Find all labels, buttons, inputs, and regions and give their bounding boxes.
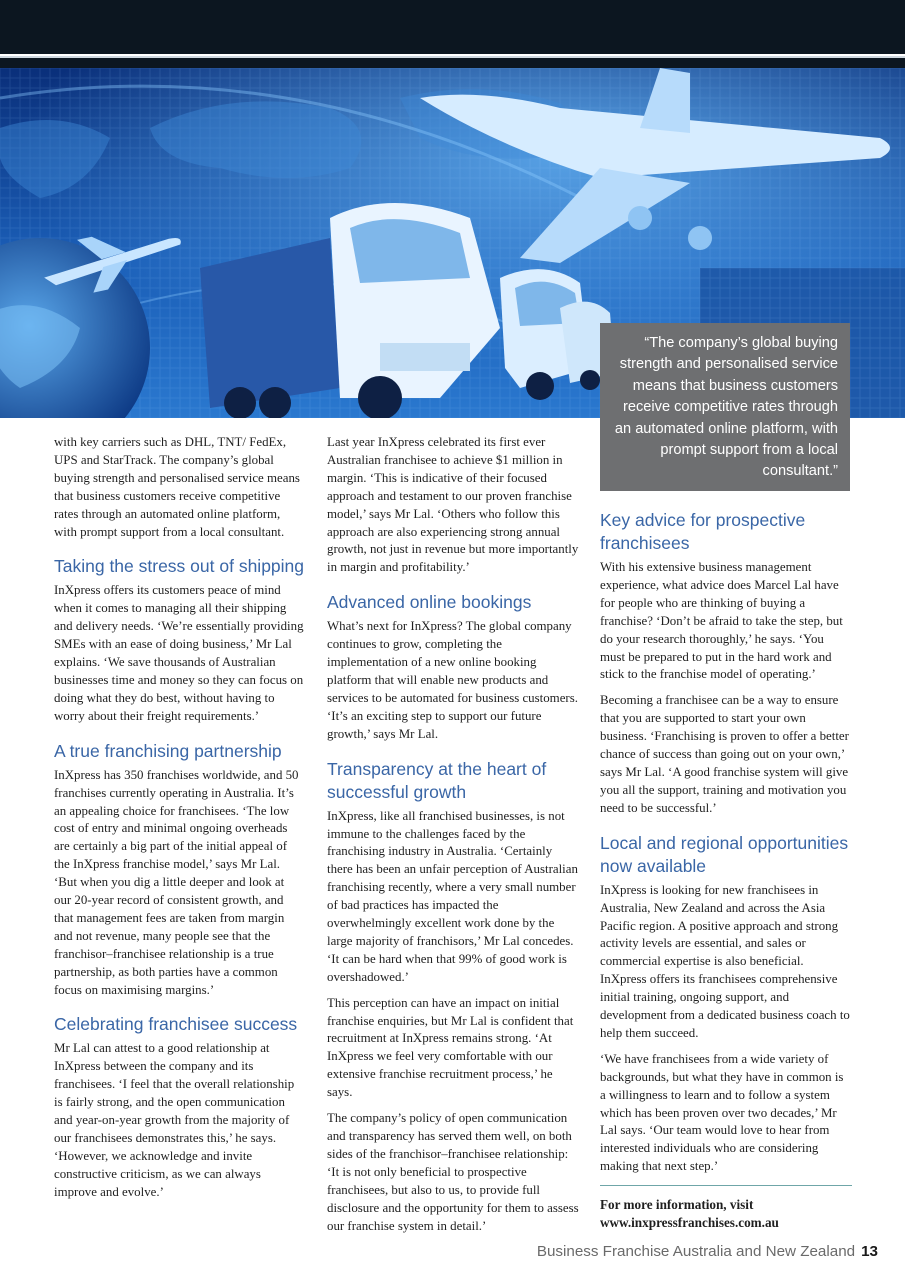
column-2: [327, 434, 579, 1243]
paragraph: ‘We have franchisees from a wide variety of backgrounds, but what they have in common is a willingness to learn and to follow a system which has been proven over two decades,’ Mr Lal says. ‘Our team would love to hear from interested individuals who are considering making that next step.’: [600, 1051, 844, 1174]
paragraph: InXpress offers its customers peace of mind when it comes to managing all their shipping and delivery needs. ‘We’re essentially providing SMEs with an ease of doing business,’ Mr Lal explains. ‘We save thousands of Australian businesses time and money so they can focus on doing what they do best, without having to worry about their freight requirements.’: [54, 583, 304, 723]
paragraph: Becoming a franchisee can be a way to ensure that you are supported to start your own business. ‘Franchising is proven to offer a better chance of success than going out on your own,’ says Mr Lal. ‘A good franchise system will give you all the support, training and motivation you need to be successful.’: [600, 693, 849, 815]
paragraph: Last year InXpress celebrated its first ever Australian franchisee to achieve $1 million in margin. ‘This is indicative of their focused approach and testament to our proven franchise model,’ says Mr Lal. ‘Others who follow this approach are also experiencing strong annual growth, not just in revenue but more importantly in margin and profitability.’: [327, 435, 579, 575]
publication-name: Business Franchise Australia and New Zealand: [536, 1243, 856, 1260]
column-1: [54, 434, 304, 1210]
pull-quote: “The company’s global buying strength and personalised service means that business customers receive competitive rates through an automated online platform, with prompt support from a local consultant.”: [600, 323, 850, 491]
section-heading: Advanced online bookings: [327, 592, 532, 613]
more-info-label: For more information, visit: [600, 1197, 754, 1213]
paragraph: InXpress, like all franchised businesses, is not immune to the challenges faced by the franchising industry in Australia. ‘Certainly there has been an unfair perception of Australian franchising recently, where a very small number of bad practices has impacted the overwhelmingly excellent work done by the large majority of franchisors,’ Mr Lal concedes. ‘It can be hard when that 99% of good work is overshadowed.’: [327, 808, 578, 984]
paragraph: Mr Lal can attest to a good relationship at InXpress between the company and its franchisees. ‘I feel that the overall relationship is fairly strong, and the open communication and year-on-year growth from the majority of our franchisees demonstrates this,’ he says. ‘However, we acknowledge and invite constructive criticism, as we can always improve and evolve.’: [54, 1041, 295, 1199]
section-heading: Key advice for prospective franchisees: [600, 510, 806, 553]
page-number: 13: [861, 1243, 878, 1260]
section-heading: Local and regional opportunities now available: [600, 832, 849, 876]
paragraph: InXpress is looking for new franchisees in Australia, New Zealand and across the Asia Pacific region. A positive approach and strong activity levels are essential, and sales or commercial expertise is also beneficial. InXpress offers its franchisees comprehensive initial training, ongoing support, and development from a dedicated business coach to help them succeed.: [600, 882, 850, 1040]
more-info: [600, 1196, 852, 1232]
paragraph: This perception can have an impact on initial franchise enquiries, but Mr Lal is confident that recruitment at InXpress remains strong. ‘At InXpress we feel very comfortable with our extensive franchise recruitment process,’ he says.: [327, 995, 574, 1100]
paragraph: What’s next for InXpress? The global company continues to grow, completing the implementation of a new online booking platform that will enable new products and services to be automated for business customers. ‘It’s an exciting step to support our future growth,’ says Mr Lal.: [327, 619, 578, 741]
more-info-link[interactable]: www.inxpressfranchises.com.au: [600, 1215, 779, 1231]
paragraph: The company’s policy of open communication and transparency has served them well, on both sides of the franchisor–franchisee relationship: ‘It is not only beneficial to prospective franchisees, but also to us, to provide full disclosure and the opportunity for them to assess our franchise system in detail.’: [327, 1111, 579, 1233]
page-footer: [537, 1243, 878, 1260]
section-heading: Transparency at the heart of successful growth: [327, 758, 547, 802]
top-bar-strip: [0, 58, 905, 68]
paragraph: InXpress has 350 franchises worldwide, and 50 franchises currently operating in Australia. It’s an appealing choice for franchisees. ‘The low cost of entry and minimal ongoing overheads are certainly a big part of the initial appeal of the InXpress franchise model,’ says Mr Lal. ‘But when you dig a little deeper and look at our 20-year record of consistent growth, and that management fees are taken from margin and not revenue, many people see that the franchisor–franchisee relationship is a true partnership, as both parties have a common focus on maximising margins.’: [54, 767, 299, 997]
section-heading: A true franchising partnership: [54, 740, 282, 761]
paragraph: with key carriers such as DHL, TNT/ FedEx, UPS and StarTrack. The company’s global buying strength and personalised service means that business customers receive competitive rates through an automated online platform, with prompt support from a local consultant.: [54, 435, 300, 539]
section-heading: Celebrating franchisee success: [54, 1014, 298, 1035]
paragraph: With his extensive business management experience, what advice does Marcel Lal have for people who are thinking of buying a franchise? ‘Don’t be afraid to take the step, but do your research thoroughly,’ he says. ‘You must be prepared to put in the hard work and stick to the franchise model of operating.’: [600, 560, 843, 682]
divider: [600, 1185, 852, 1186]
top-bar: [0, 0, 905, 54]
column-3: [600, 509, 852, 1232]
section-heading: Taking the stress out of shipping: [54, 556, 305, 577]
